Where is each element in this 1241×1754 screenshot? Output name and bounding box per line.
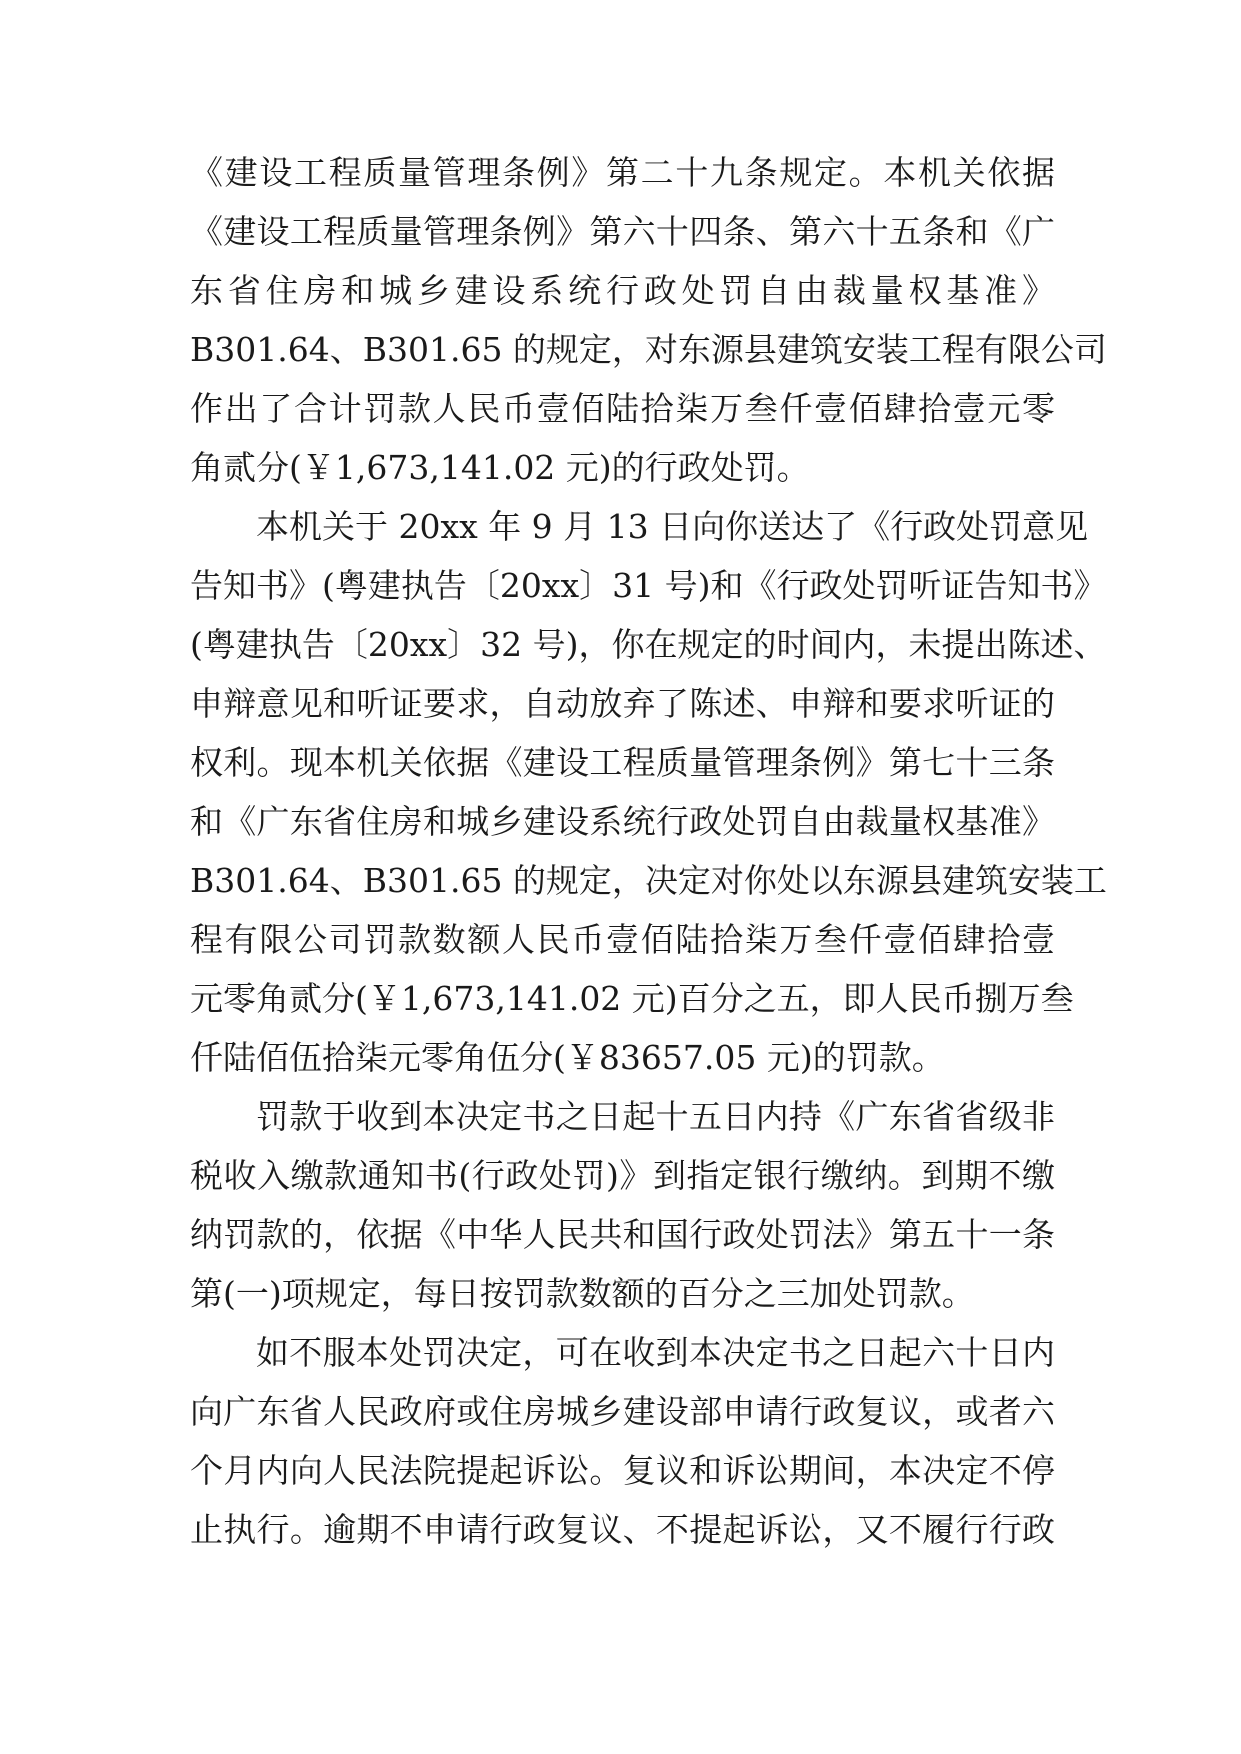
text-line: 止执行。逾期不申请行政复议、不提起诉讼，又不履行行政 bbox=[190, 1510, 1055, 1549]
text-line: 东省住房和城乡建设系统行政处罚自由裁量权基准》 bbox=[190, 271, 1055, 310]
text-line: 告知书》(粤建执告〔20xx〕31 号)和《行政处罚听证告知书》 bbox=[190, 566, 1107, 605]
text-line: 向广东省人民政府或住房城乡建设部申请行政复议，或者六 bbox=[190, 1392, 1055, 1431]
text-line: B301.64、B301.65 的规定，决定对你处以东源县建筑安装工 bbox=[190, 861, 1107, 900]
text-line: 本机关于 20xx 年 9 月 13 日向你送达了《行政处罚意见 bbox=[256, 507, 1089, 546]
text-line: (粤建执告〔20xx〕32 号)，你在规定的时间内，未提出陈述、 bbox=[190, 625, 1107, 664]
text-line: 第(一)项规定，每日按罚款数额的百分之三加处罚款。 bbox=[190, 1274, 975, 1313]
text-line: 程有限公司罚款数额人民币壹佰陆拾柒万叁仟壹佰肆拾壹 bbox=[190, 920, 1055, 959]
text-line: 权利。现本机关依据《建设工程质量管理条例》第七十三条 bbox=[190, 743, 1055, 782]
text-line: 角贰分(￥1,673,141.02 元)的行政处罚。 bbox=[190, 448, 810, 487]
text-line: 作出了合计罚款人民币壹佰陆拾柒万叁仟壹佰肆拾壹元零 bbox=[190, 389, 1055, 428]
text-line: 申辩意见和听证要求，自动放弃了陈述、申辩和要求听证的 bbox=[190, 684, 1055, 723]
text-line: B301.64、B301.65 的规定，对东源县建筑安装工程有限公司 bbox=[190, 330, 1107, 369]
text-line: 和《广东省住房和城乡建设系统行政处罚自由裁量权基准》 bbox=[190, 802, 1055, 841]
text-line: 税收入缴款通知书(行政处罚)》到指定银行缴纳。到期不缴 bbox=[190, 1156, 1055, 1195]
text-line: 如不服本处罚决定，可在收到本决定书之日起六十日内 bbox=[256, 1333, 1055, 1372]
text-line: 元零角贰分(￥1,673,141.02 元)百分之五，即人民币捌万叁 bbox=[190, 979, 1074, 1018]
text-line: 个月内向人民法院提起诉讼。复议和诉讼期间，本决定不停 bbox=[190, 1451, 1055, 1490]
text-line: 《建设工程质量管理条例》第二十九条规定。本机关依据 bbox=[190, 153, 1055, 192]
text-line: 纳罚款的，依据《中华人民共和国行政处罚法》第五十一条 bbox=[190, 1215, 1055, 1254]
text-line: 仟陆佰伍拾柒元零角伍分(￥83657.05 元)的罚款。 bbox=[190, 1038, 945, 1077]
text-line: 《建设工程质量管理条例》第六十四条、第六十五条和《广 bbox=[190, 212, 1055, 251]
document-page bbox=[190, 143, 1107, 1559]
text-line: 罚款于收到本决定书之日起十五日内持《广东省省级非 bbox=[256, 1097, 1055, 1136]
